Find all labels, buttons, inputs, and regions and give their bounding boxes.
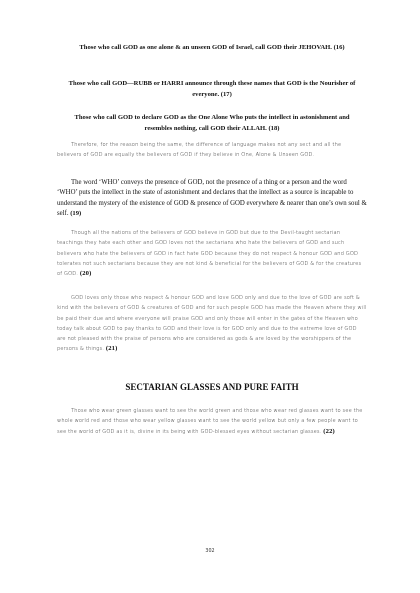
paragraph-who xyxy=(57,178,367,219)
reference-22: (22) xyxy=(323,427,335,435)
quote-allah: Those who call GOD to declare GOD as the One Alone Who puts the intellect in astonishment and resembles nothing, call GOD their ALLAH. (18) xyxy=(74,114,350,132)
paragraph-who-text: The word ‘WHO’ conveys the presence of GOD, not the presence of a thing or a person and the word ‘WHO’ puts the intellect in the state of astonishment and declares that the intellect as a source is incapable to understand the mystery of the existence of GOD & presence of GOD everywhere & nearer than one’s own soul & self. xyxy=(57,179,367,217)
reference-19: (19) xyxy=(70,209,82,217)
paragraph-sectarians xyxy=(57,228,367,279)
paragraph-love-text: GOD loves only those who respect & honour GOD and love GOD only and due to the love of GOD are soft & kind with the believers of GOD & creatures of GOD and for such people GOD has made the Heaven where they will be paid their due and where everyone will praise GOD and only those will enter in the gates of the Heaven who today talk about GOD to pay thanks to GOD and their love is for GOD only and due to the extreme love of GOD are not pleased with the praise of persons who are considered as gods & are loved by the worshippers of the persons & things. xyxy=(57,295,367,353)
reference-20: (20) xyxy=(79,270,92,278)
paragraph-sectarians-text: Though all the nations of the believers of GOD believe in GOD but due to the Devil-taught sectarian teachings they hate each other and GOD loves not the sectarians who hate the believers of GOD and such believers who hate the believers of GOD in fact hate GOD because they do not respect & honour GOD and GOD tolerates not such sectarians because they are not kind & beneficial for the believers of GOD & for the creatures of GOD. xyxy=(57,230,362,278)
paragraph-language: Therefore, for the reason being the same, the difference of language makes not any sect and all the believers of GOD are equally the believers of GOD if they believe in One, Alone & Unseen GOD. xyxy=(57,142,342,159)
paragraph-glasses xyxy=(57,406,367,437)
section-heading: SECTARIAN GLASSES AND PURE FAITH xyxy=(125,382,299,392)
paragraph-love xyxy=(57,293,367,355)
page-number: 302 xyxy=(205,549,215,554)
paragraph-glasses-text: Those who wear green glasses want to see the world green and those who wear red glasses want to see the whole world red and those who wear yellow glasses want to see the world yellow but only a few people want to see the world of GOD as it is, divine in its being with GOD-blessed eyes without sectarian glasses. xyxy=(57,408,363,435)
quote-jehovah: Those who call GOD as one alone & an unseen GOD of Israel, call GOD their JEHOVAH. (16) xyxy=(79,44,345,51)
quote-rubb-harri: Those who call GOD—RUBB or HARRI announce through these names that GOD is the Nourisher of everyone. (17) xyxy=(68,80,356,98)
reference-21: (21) xyxy=(105,345,118,353)
